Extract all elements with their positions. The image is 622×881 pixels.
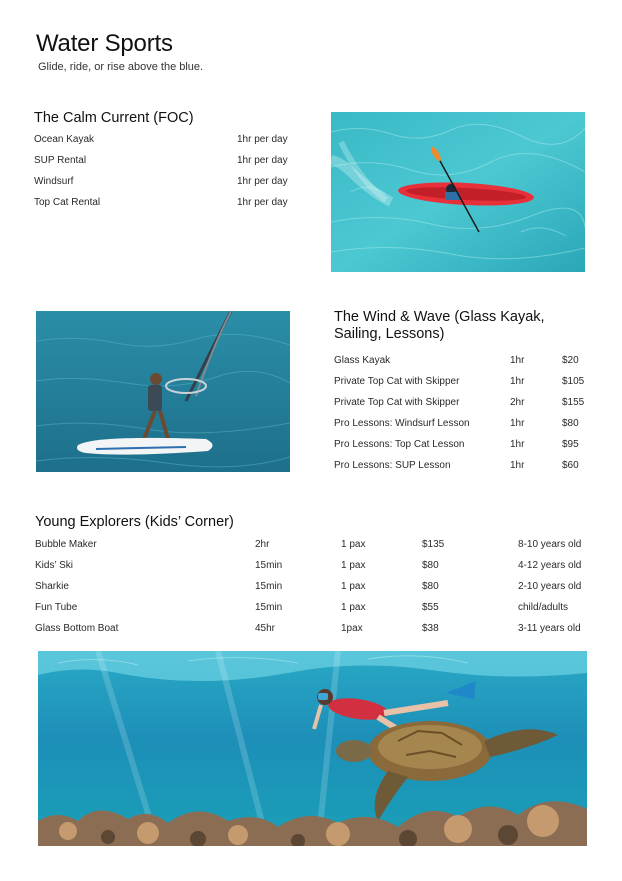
wind-wave-duration: 1hr (510, 418, 525, 429)
wind-wave-price: $20 (562, 355, 579, 366)
young-explorers-name: Fun Tube (35, 602, 78, 613)
wind-wave-duration: 1hr (510, 439, 525, 450)
young-explorers-pax: 1 pax (341, 581, 366, 592)
page-subtitle: Glide, ride, or rise above the blue. (38, 61, 204, 73)
young-explorers-duration: 15min (255, 602, 283, 613)
young-explorers-name: Sharkie (35, 581, 69, 592)
section-heading-wind-wave (334, 309, 545, 343)
calm-current-name: Ocean Kayak (34, 134, 95, 145)
section-heading-young-explorers: Young Explorers (Kids’ Corner) (35, 514, 234, 530)
wind-wave-name: Glass Kayak (334, 355, 391, 366)
young-explorers-pax: 1 pax (341, 539, 366, 550)
section-heading-wind-wave-line1: The Wind & Wave (Glass Kayak, (334, 309, 545, 325)
young-explorers-pax: 1 pax (341, 560, 366, 571)
young-explorers-price: $135 (422, 539, 445, 550)
wind-wave-duration: 1hr (510, 376, 525, 387)
young-explorers-duration: 2hr (255, 539, 270, 550)
calm-current-duration: 1hr per day (237, 197, 288, 208)
young-explorers-pax: 1pax (341, 623, 363, 634)
young-explorers-price: $80 (422, 560, 439, 571)
wind-wave-price: $105 (562, 376, 585, 387)
calm-current-duration: 1hr per day (237, 176, 288, 187)
calm-current-duration: 1hr per day (237, 134, 288, 145)
young-explorers-age: 8-10 years old (518, 539, 582, 550)
young-explorers-name: Bubble Maker (35, 539, 97, 550)
calm-current-duration: 1hr per day (237, 155, 288, 166)
wind-wave-name: Pro Lessons: Top Cat Lesson (334, 439, 465, 450)
page-title: Water Sports (36, 30, 173, 57)
wind-wave-price: $155 (562, 397, 585, 408)
young-explorers-duration: 15min (255, 560, 283, 571)
wind-wave-duration: 1hr (510, 460, 525, 471)
young-explorers-age: 2-10 years old (518, 581, 582, 592)
calm-current-name: Windsurf (34, 176, 74, 187)
young-explorers-age: child/adults (518, 602, 569, 613)
kayak-photo (331, 112, 585, 272)
wind-wave-duration: 2hr (510, 397, 525, 408)
wind-wave-price: $80 (562, 418, 579, 429)
young-explorers-duration: 15min (255, 581, 283, 592)
wind-wave-name: Pro Lessons: Windsurf Lesson (334, 418, 470, 429)
calm-current-name: SUP Rental (34, 155, 87, 166)
young-explorers-price: $80 (422, 581, 439, 592)
section-heading-wind-wave-line2: Sailing, Lessons) (334, 326, 445, 342)
wind-wave-name: Private Top Cat with Skipper (334, 376, 460, 387)
wind-wave-price: $95 (562, 439, 579, 450)
section-heading-calm-current: The Calm Current (FOC) (34, 110, 194, 126)
young-explorers-age: 4-12 years old (518, 560, 582, 571)
young-explorers-age: 3-11 years old (518, 623, 581, 634)
young-explorers-name: Glass Bottom Boat (35, 623, 119, 634)
young-explorers-price: $55 (422, 602, 439, 613)
calm-current-name: Top Cat Rental (34, 197, 101, 208)
young-explorers-pax: 1 pax (341, 602, 366, 613)
snorkel-turtle-photo (38, 651, 587, 846)
young-explorers-price: $38 (422, 623, 439, 634)
wind-wave-price: $60 (562, 460, 579, 471)
windsurf-photo (36, 311, 290, 472)
young-explorers-duration: 45hr (255, 623, 276, 634)
young-explorers-name: Kids’ Ski (35, 560, 73, 571)
wind-wave-name: Private Top Cat with Skipper (334, 397, 460, 408)
wind-wave-duration: 1hr (510, 355, 525, 366)
wind-wave-name: Pro Lessons: SUP Lesson (334, 460, 451, 471)
